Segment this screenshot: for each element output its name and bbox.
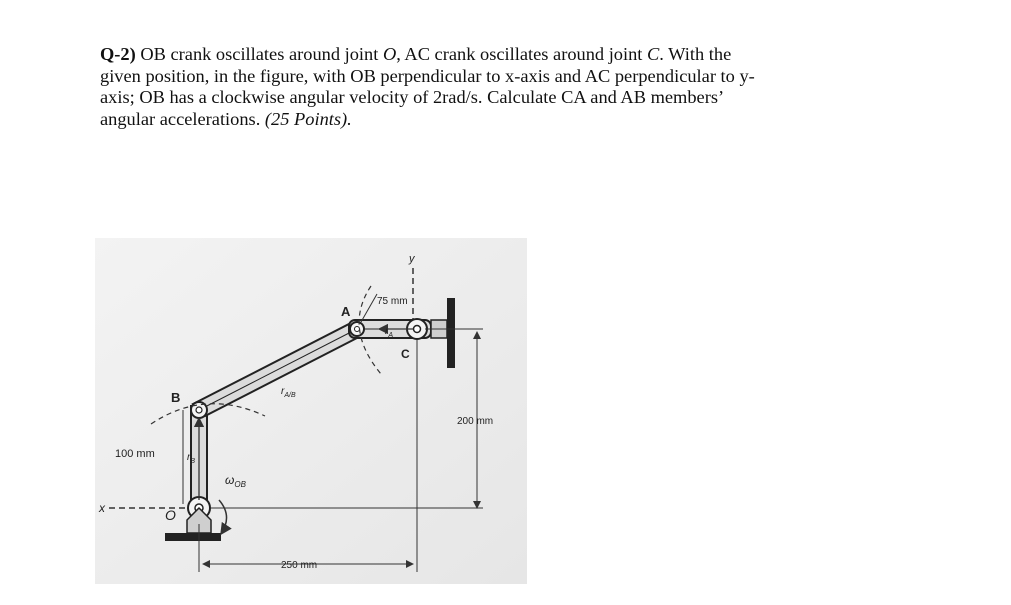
label-O: O	[165, 507, 176, 523]
dim-OB: 100 mm	[115, 448, 155, 460]
problem-line-4: angular accelerations. (25 Points).	[100, 108, 352, 129]
wall-support-C	[447, 298, 455, 368]
label-C: C	[401, 347, 410, 361]
label-y: y	[409, 253, 415, 265]
question-number: Q-2)	[100, 44, 136, 64]
label-r-AB: $r_{A/B}$	[281, 386, 296, 399]
problem-line-2: given position, in the figure, with OB perpendicular to x-axis and AC perpendicular to y-	[100, 65, 755, 86]
label-A: A	[341, 304, 351, 319]
dim-horizontal: 250 mm	[281, 560, 318, 571]
problem-line-1: Q-2) OB crank oscillates around joint O, AC crank oscillates around joint C. With the	[100, 44, 732, 64]
dim-vertical: 200 mm	[457, 416, 494, 427]
label-x: x	[99, 501, 105, 515]
figure-background	[95, 238, 527, 584]
label-omega-OB: $\omega_{OB}$	[225, 473, 246, 489]
label-r-A: $r_A$	[385, 326, 394, 339]
dim-AC: 75 mm	[377, 296, 408, 307]
label-B: B	[171, 390, 181, 405]
ground-support-O	[165, 533, 221, 541]
mechanism-figure	[95, 238, 527, 584]
label-r-B: $r_B$	[187, 452, 196, 465]
points-label: (25 Points).	[264, 108, 352, 129]
mechanism-diagram	[95, 238, 527, 584]
problem-line-3: axis; OB has a clockwise angular velocity of 2rad/s. Calculate CA and AB members’	[100, 87, 725, 107]
problem-statement	[100, 44, 920, 130]
